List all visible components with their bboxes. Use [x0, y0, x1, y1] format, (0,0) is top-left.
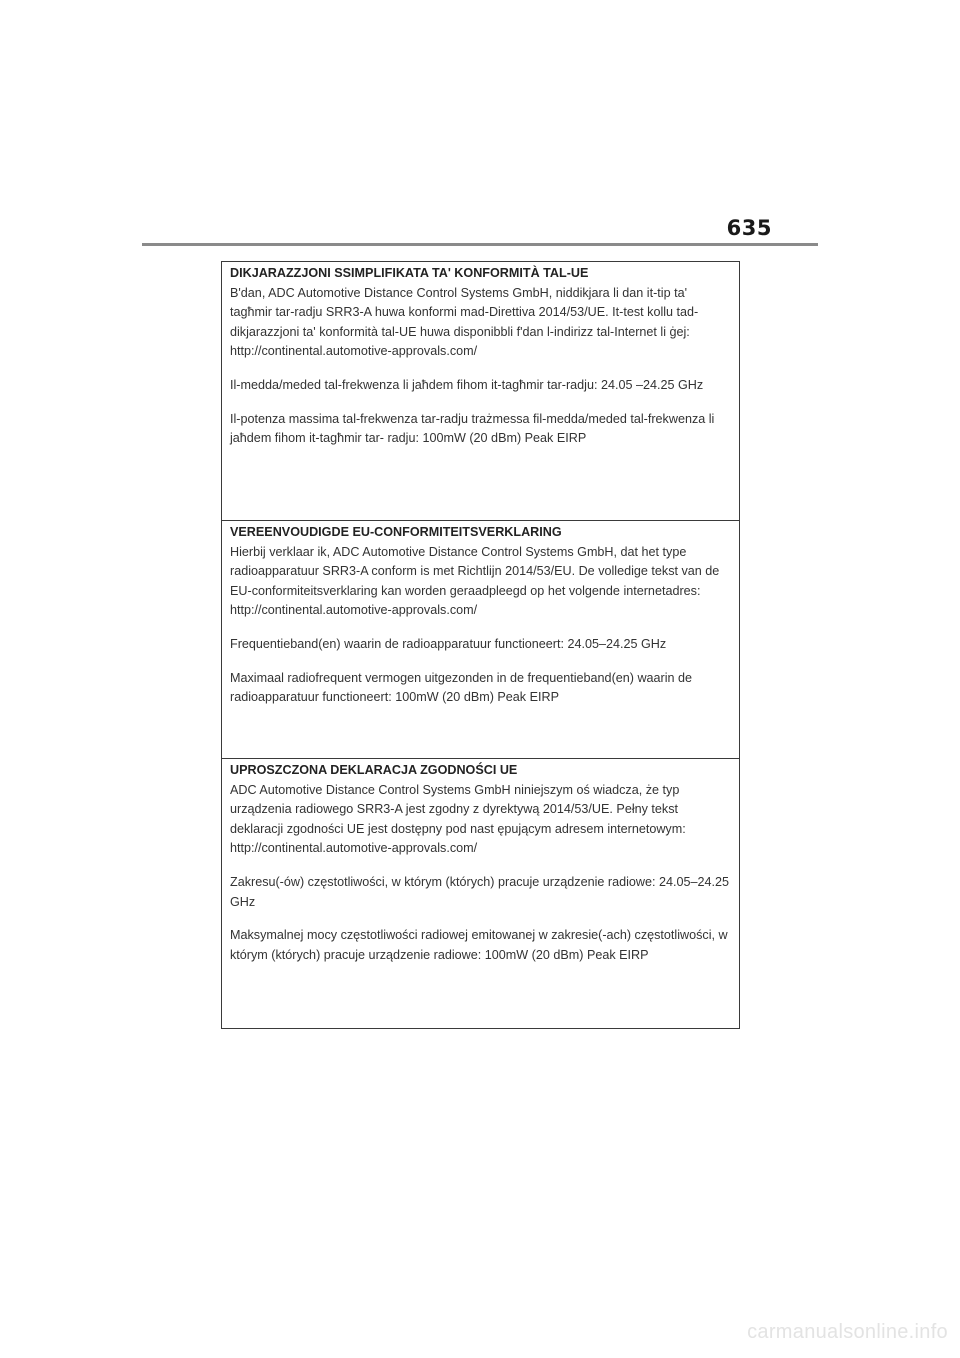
- section-title: UPROSZCZONA DEKLARACJA ZGODNOŚCI UE: [230, 763, 518, 777]
- frequency-band: Frequentieband(en) waarin de radioapparatuur functioneert: 24.05–24.25 GHz: [230, 636, 667, 651]
- section-title: DIKJARAZZJONI SSIMPLIFIKATA TA' KONFORMITÀ TAL-UE: [230, 266, 589, 280]
- conformity-statement: ADC Automotive Distance Control Systems GmbH niniejszym oś wiadcza, że typ urządzenia radiowego SRR3-A jest zgodny z dyrektywą 2014/53/UE. Pełny tekst deklaracji zgodności UE jest dostępny pod nast ępującym adresem internetowym: http://continental.automotive-approvals.com/: [230, 782, 686, 856]
- frequency-band: Il-medda/meded tal-frekwenza li jaħdem fihom it-tagħmir tar-radju: 24.05 –24.25 GHz: [230, 377, 704, 392]
- max-power: Maximaal radiofrequent vermogen uitgezonden in de frequentieband(en) waarin de radioapparatuur functioneert: 100mW (20 dBm) Peak EIRP: [230, 670, 693, 705]
- header-divider: [142, 243, 818, 246]
- max-power: Maksymalnej mocy częstotliwości radiowej emitowanej w zakresie(-ach) częstotliwości, w którym (których) pracuje urządzenie radiowe: 100mW (20 dBm) Peak EIRP: [230, 928, 728, 962]
- declaration-box: [221, 261, 740, 1029]
- conformity-statement: Hierbij verklaar ik, ADC Automotive Distance Control Systems GmbH, dat het type radioapparatuur SRR3-A conform is met Richtlijn 2014/53/EU. De volledige tekst van de EU-conformiteitsverklaring kan worden geraadpleegd op het volgende internetadres: http://continental.automotive-approvals.com/: [230, 544, 720, 618]
- section-title: VEREENVOUDIGDE EU-CONFORMITEITSVERKLARING: [230, 525, 562, 539]
- frequency-band: Zakresu(-ów) częstotliwości, w którym (których) pracuje urządzenie radiowe: 24.05–24.25 GHz: [230, 874, 730, 909]
- declaration-section-maltese: [222, 262, 739, 520]
- max-power: Il-potenza massima tal-frekwenza tar-radju trażmessa fil-medda/meded tal-frekwenza li jaħdem fihom it-tagħmir tar- radju: 100mW (20 dBm) Peak EIRP: [230, 411, 715, 446]
- conformity-statement: B'dan, ADC Automotive Distance Control Systems GmbH, niddikjara li dan it-tip ta' tagħmir tar-radju SRR3-A huwa konformi mad-Direttiva 2014/53/UE. It-test kollu tad-dikjarazzjoni ta' konformità tal-UE huwa disponibbli f'dan l-indirizz tal-Internet li ġej: http://continental.automotive-approvals.com/: [230, 285, 699, 359]
- page-number: 635: [726, 216, 772, 240]
- watermark: carmanualsonline.info: [747, 1321, 948, 1343]
- declaration-section-polish: [222, 758, 739, 1028]
- declaration-section-dutch: [222, 520, 739, 758]
